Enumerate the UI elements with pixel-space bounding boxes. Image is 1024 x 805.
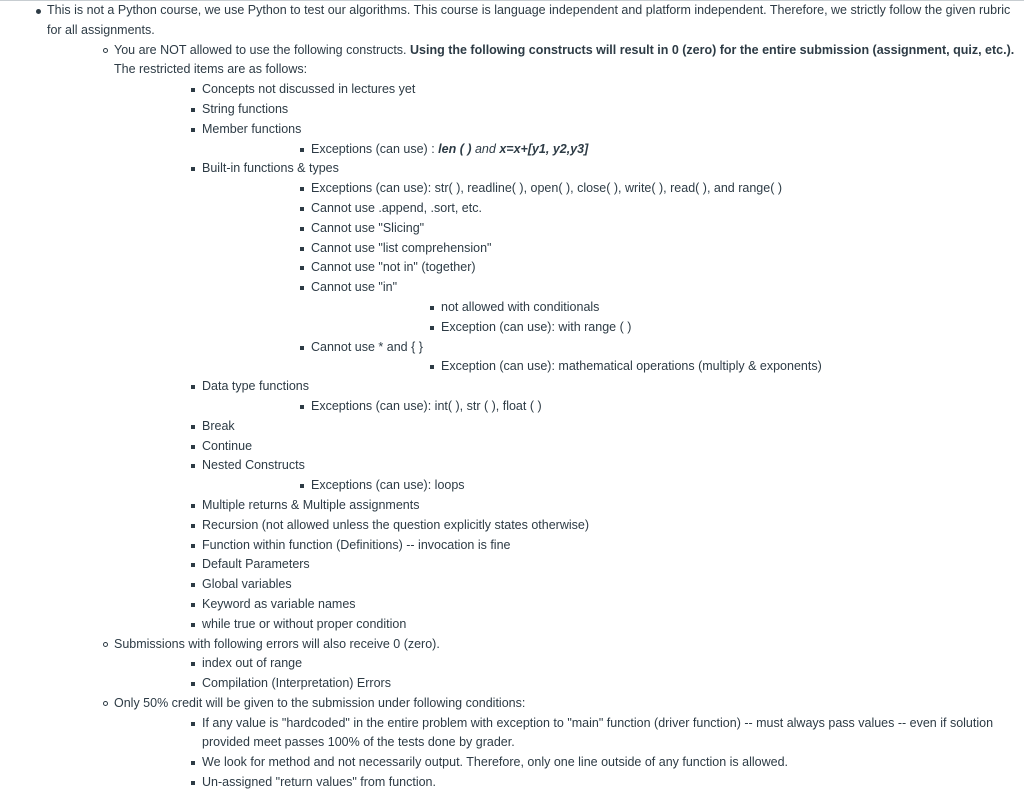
item-text: Exceptions (can use): loops <box>311 478 465 493</box>
bullet-square-icon <box>191 504 195 508</box>
restricted-list <box>114 80 1024 634</box>
item-text: Cannot use "list comprehension" <box>311 240 492 255</box>
list-item <box>311 357 1024 377</box>
list-item <box>114 615 1024 635</box>
list-item <box>114 80 1024 100</box>
bullet-square-icon <box>191 464 195 468</box>
bullet-square-icon <box>300 405 304 409</box>
bullet-square-icon <box>300 227 304 231</box>
list-item <box>114 456 1024 496</box>
item-text: Keyword as variable names <box>202 596 356 611</box>
item-text: Concepts not discussed in lectures yet <box>202 82 416 97</box>
list-item <box>114 377 1024 417</box>
bullet-square-icon <box>191 524 195 528</box>
bullet-square-icon <box>191 167 195 171</box>
bullet-square-icon <box>191 563 195 567</box>
sub-list <box>202 140 1024 160</box>
half-credit-text: Only 50% credit will be given to the submission under following conditions: <box>114 695 526 710</box>
item-text: not allowed with conditionals <box>441 299 600 314</box>
intro-text: This is not a Python course, we use Python to test our algorithms. This course is language independent and platform independent. Therefore, we strictly follow the given rubric for all assignments. <box>47 3 1011 37</box>
item-text: Global variables <box>202 577 292 592</box>
errors-text: Submissions with following errors will also receive 0 (zero). <box>114 636 440 651</box>
bullet-square-icon <box>300 207 304 211</box>
intro-item <box>0 1 1024 793</box>
item-text: Exceptions (can use): int( ), str ( ), float ( ) <box>311 398 542 413</box>
list-item <box>202 179 1024 199</box>
list-item <box>202 140 1024 160</box>
item-text: Un-assigned "return values" from function. <box>202 775 436 790</box>
restricted-item <box>47 41 1024 635</box>
restricted-text-end: The restricted items are as follows: <box>114 62 308 77</box>
list-item <box>202 239 1024 259</box>
bullet-square-icon <box>300 346 304 350</box>
bullet-square-icon <box>430 326 434 330</box>
list-item <box>114 654 1024 674</box>
bullet-square-icon <box>300 266 304 270</box>
item-text: and <box>471 141 500 156</box>
item-text: Exception (can use): with range ( ) <box>441 319 632 334</box>
bullet-square-icon <box>191 722 195 726</box>
bullet-circle-icon <box>103 701 108 706</box>
item-text: Nested Constructs <box>202 458 305 473</box>
restricted-text-bold: Using the following constructs will result in 0 (zero) for the entire submission (assignment, quiz, etc.). <box>410 42 1015 57</box>
item-text: Continue <box>202 438 253 453</box>
item-text: Cannot use "Slicing" <box>311 220 425 235</box>
item-text: Function within function (Definitions) -- invocation is fine <box>202 537 511 552</box>
list-item <box>202 476 1024 496</box>
sub-list <box>202 179 1024 377</box>
half-credit-item <box>47 694 1024 793</box>
item-text: Cannot use "not in" (together) <box>311 260 476 275</box>
list-item <box>114 595 1024 615</box>
bullet-square-icon <box>300 286 304 290</box>
bullet-square-icon <box>191 385 195 389</box>
bullet-square-icon <box>191 623 195 627</box>
errors-item <box>47 635 1024 694</box>
sub-list <box>202 397 1024 417</box>
bullet-square-icon <box>191 88 195 92</box>
list-item <box>311 318 1024 338</box>
list-item <box>114 575 1024 595</box>
list-item <box>202 397 1024 417</box>
bullet-circle-icon <box>103 48 108 53</box>
list-item <box>114 417 1024 437</box>
bullet-circle-icon <box>103 642 108 647</box>
bullet-square-icon <box>191 108 195 112</box>
sub-list <box>202 476 1024 496</box>
list-item <box>114 674 1024 694</box>
sub-list <box>311 357 1024 377</box>
list-item <box>114 516 1024 536</box>
item-text: Exception (can use): mathematical operations (multiply & exponents) <box>441 359 822 374</box>
list-item <box>114 536 1024 556</box>
list-item <box>114 773 1024 793</box>
bullet-square-icon <box>191 761 195 765</box>
bullet-square-icon <box>191 544 195 548</box>
item-text: Cannot use .append, .sort, etc. <box>311 200 482 215</box>
code-len: len ( ) <box>438 141 472 156</box>
bullet-square-icon <box>191 583 195 587</box>
bullet-square-icon <box>191 682 195 686</box>
bullet-square-icon <box>300 187 304 191</box>
item-text: Built-in functions & types <box>202 161 339 176</box>
errors-list <box>114 654 1024 694</box>
item-text: Break <box>202 418 235 433</box>
bullet-square-icon <box>430 306 434 310</box>
item-text: Compilation (Interpretation) Errors <box>202 676 391 691</box>
list-item <box>114 100 1024 120</box>
item-text: Exceptions (can use): str( ), readline( ), open( ), close( ), write( ), read( ), and range( ) <box>311 181 782 196</box>
list-item <box>311 298 1024 318</box>
bullet-square-icon <box>191 603 195 607</box>
item-text: index out of range <box>202 656 303 671</box>
list-item <box>114 496 1024 516</box>
bullet-square-icon <box>430 365 434 369</box>
bullet-square-icon <box>300 247 304 251</box>
item-text: String functions <box>202 101 289 116</box>
item-text: Cannot use "in" <box>311 280 398 295</box>
list-item <box>202 258 1024 278</box>
rules-list <box>47 41 1024 793</box>
rubric-list <box>0 1 1024 793</box>
item-text: Cannot use * and { } <box>311 339 423 354</box>
restricted-text-start: You are NOT allowed to use the following constructs. <box>114 42 410 57</box>
item-text: Data type functions <box>202 379 310 394</box>
list-item <box>202 219 1024 239</box>
list-item <box>114 437 1024 457</box>
item-text: We look for method and not necessarily output. Therefore, only one line outside of any function is allowed. <box>202 755 788 770</box>
item-text: Member functions <box>202 121 302 136</box>
list-item <box>202 199 1024 219</box>
item-text: If any value is "hardcoded" in the entire problem with exception to "main" function (driver function) -- must always pass values -- even if solution provided meet passes 100% of the tests done by grader. <box>202 715 994 750</box>
item-text: while true or without proper condition <box>202 616 407 631</box>
sub-list <box>311 298 1024 338</box>
item-text: Multiple returns & Multiple assignments <box>202 497 420 512</box>
bullet-square-icon <box>191 128 195 132</box>
list-item <box>114 714 1024 754</box>
bullet-disc-icon <box>36 9 41 14</box>
item-text: Exceptions (can use) : <box>311 141 439 156</box>
list-item <box>114 555 1024 575</box>
half-credit-list <box>114 714 1024 793</box>
bullet-square-icon <box>191 425 195 429</box>
bullet-square-icon <box>191 662 195 666</box>
item-text: Default Parameters <box>202 557 310 572</box>
code-expression: x=x+[y1, y2,y3] <box>499 141 589 156</box>
list-item <box>114 753 1024 773</box>
bullet-square-icon <box>191 445 195 449</box>
bullet-square-icon <box>300 148 304 152</box>
list-item <box>202 278 1024 337</box>
list-item <box>202 338 1024 378</box>
list-item <box>114 159 1024 377</box>
bullet-square-icon <box>300 484 304 488</box>
bullet-square-icon <box>191 781 195 785</box>
list-item <box>114 120 1024 160</box>
item-text: Recursion (not allowed unless the question explicitly states otherwise) <box>202 517 589 532</box>
